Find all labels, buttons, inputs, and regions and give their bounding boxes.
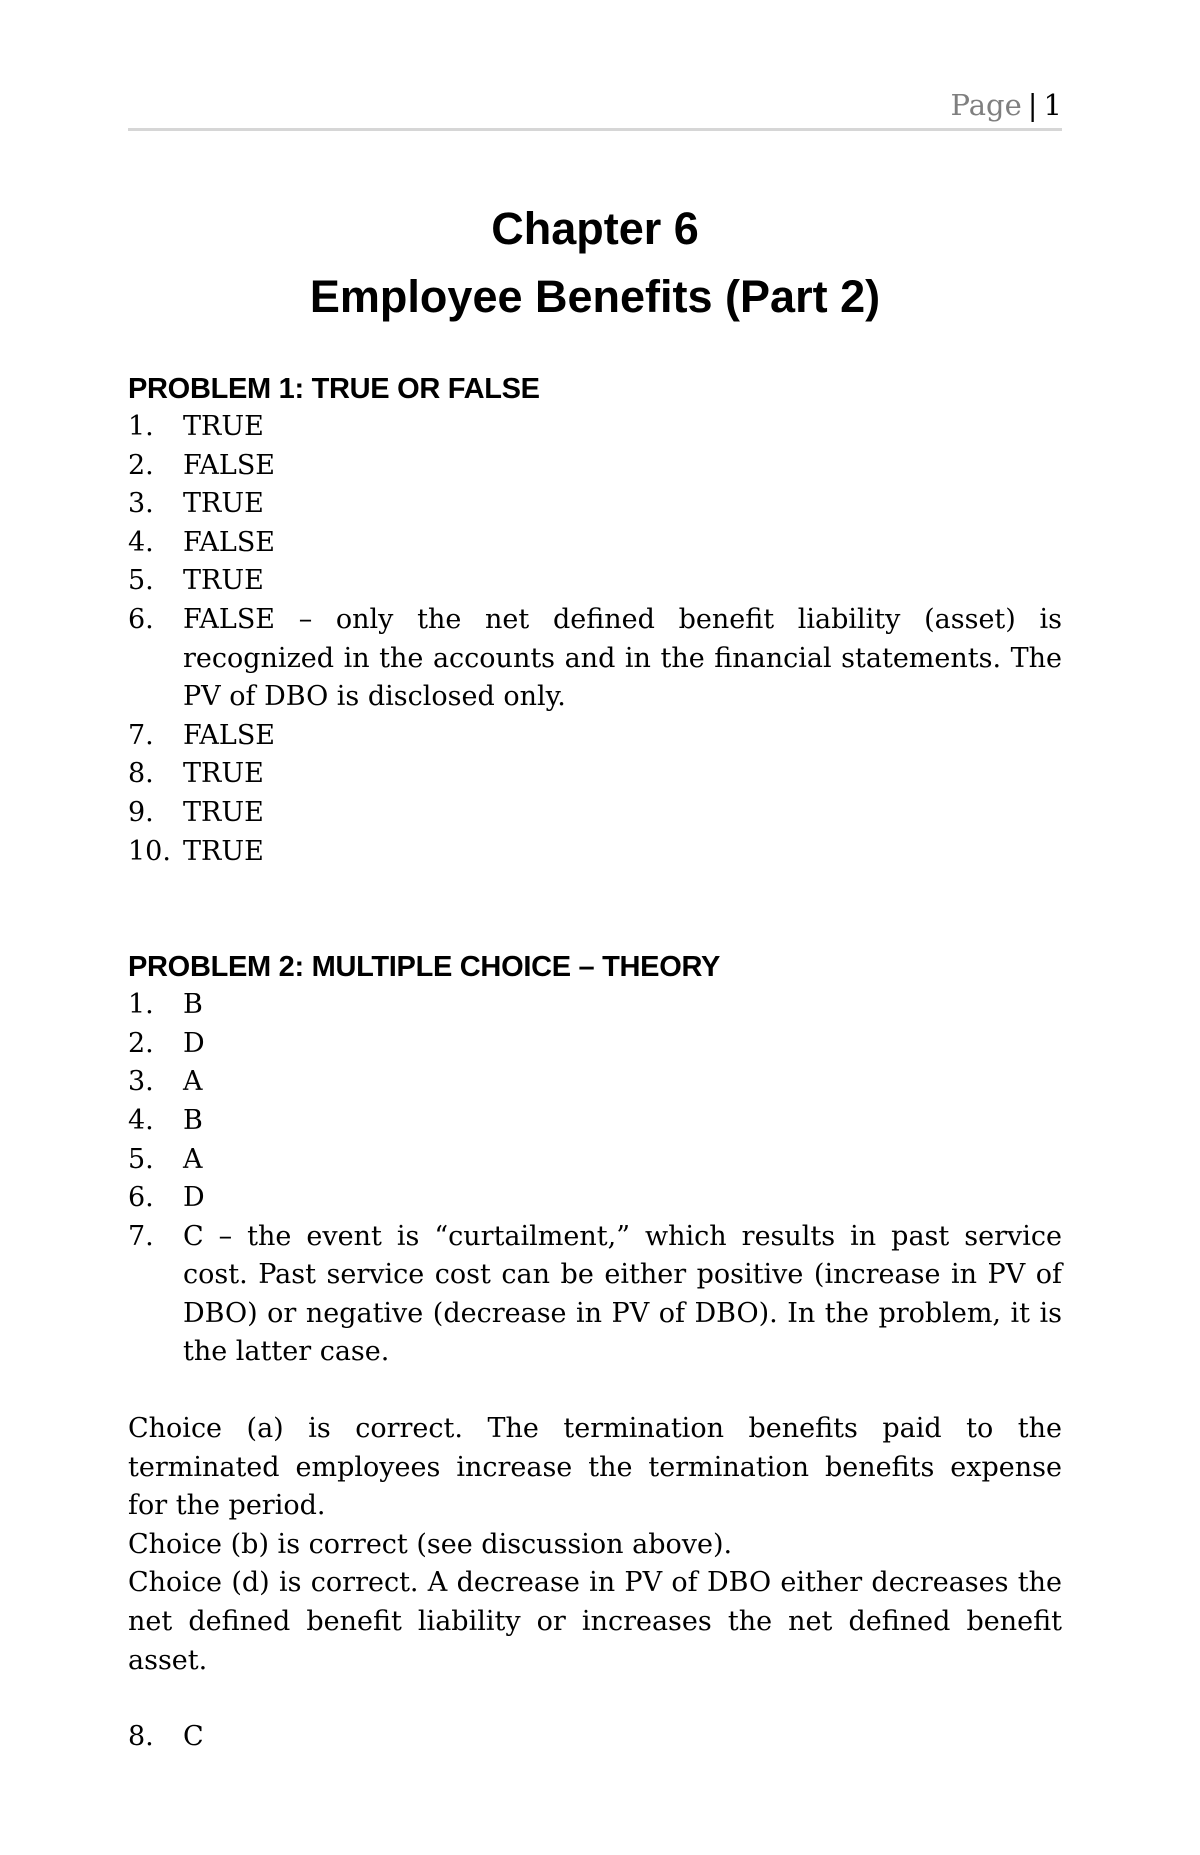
chapter-title-block xyxy=(128,195,1062,331)
list-item xyxy=(128,1218,1062,1372)
page-number: 1 xyxy=(1043,88,1062,122)
item-answer: A xyxy=(183,1066,203,1098)
chapter-title: Employee Benefits (Part 2) xyxy=(309,271,881,322)
item-number: 6. xyxy=(128,603,154,635)
explanation-paragraph: Choice (b) is correct (see discussion above). xyxy=(128,1528,733,1560)
list-item xyxy=(128,1102,1062,1141)
list-item xyxy=(128,1179,1062,1218)
item-answer: TRUE xyxy=(183,835,264,867)
item-answer: TRUE xyxy=(183,758,264,790)
page-header xyxy=(128,88,1062,131)
item-number: 3. xyxy=(128,1066,154,1098)
item-answer: TRUE xyxy=(183,796,264,828)
section-spacer xyxy=(128,871,1062,948)
item-answer: D xyxy=(183,1182,205,1214)
explanation-paragraph: Choice (a) is correct. The termination benefits paid to the terminated employees increase the termination benefits expense for the period. xyxy=(128,1413,1062,1522)
explanation-paragraph: Choice (d) is correct. A decrease in PV of DBO either decreases the net defined benefit liability or increases the net defined benefit asset. xyxy=(128,1567,1062,1676)
item-number: 7. xyxy=(128,1220,154,1252)
item-number: 10. xyxy=(128,835,171,867)
list-item xyxy=(128,1718,1062,1757)
item-answer: C – the event is “curtailment,” which results in past service cost. Past service cost can be either positive (increase in PV of DBO) or negative (decrease in PV of DBO). In the problem, it is the latter case. xyxy=(183,1220,1062,1368)
problem1-heading: PROBLEM 1: TRUE OR FALSE xyxy=(128,373,540,405)
list-item xyxy=(128,755,1062,794)
item-number: 2. xyxy=(128,1027,154,1059)
item-answer: TRUE xyxy=(183,411,264,442)
list-item xyxy=(128,1025,1062,1064)
list-item xyxy=(128,1063,1062,1102)
item-answer: FALSE xyxy=(183,719,276,751)
item-number: 6. xyxy=(128,1182,154,1214)
item-answer: FALSE xyxy=(183,449,276,481)
item-number: 8. xyxy=(128,758,154,790)
item-number: 5. xyxy=(128,565,154,597)
problem2-heading: PROBLEM 2: MULTIPLE CHOICE – THEORY xyxy=(128,951,721,984)
item-number: 4. xyxy=(128,1104,154,1136)
chapter-number: Chapter 6 xyxy=(491,203,699,254)
item-number: 8. xyxy=(128,1721,154,1753)
item-answer: FALSE – only the net defined benefit liability (asset) is recognized in the accounts and in the financial statements. The PV of DBO is disclosed only. xyxy=(183,603,1062,713)
list-item xyxy=(128,447,1062,486)
list-item xyxy=(128,408,1062,447)
page-label: Page xyxy=(950,88,1022,122)
item-answer: A xyxy=(183,1143,203,1175)
item-number: 5. xyxy=(128,1143,154,1175)
item-answer: FALSE xyxy=(183,526,276,558)
item-answer: D xyxy=(183,1027,205,1059)
problem1-answer-list xyxy=(128,408,1062,871)
list-item xyxy=(128,717,1062,756)
item-number: 1. xyxy=(128,411,154,442)
item-answer: TRUE xyxy=(183,565,264,597)
document-content xyxy=(128,370,1062,1757)
item-number: 9. xyxy=(128,796,154,828)
list-item xyxy=(128,794,1062,833)
problem2-answer-list xyxy=(128,986,1062,1372)
item-number: 4. xyxy=(128,526,154,558)
item-number: 7. xyxy=(128,719,154,751)
paragraph-spacer xyxy=(128,1372,1062,1410)
problem2-answer-list-continued xyxy=(128,1718,1062,1757)
page-separator: | xyxy=(1027,88,1038,122)
item-answer: B xyxy=(183,989,203,1021)
list-item xyxy=(128,601,1062,717)
list-item xyxy=(128,485,1062,524)
list-item xyxy=(128,833,1062,872)
list-item xyxy=(128,1141,1062,1180)
list-item xyxy=(128,986,1062,1025)
item-answer: TRUE xyxy=(183,488,264,520)
item-number: 2. xyxy=(128,449,154,481)
item-number: 3. xyxy=(128,488,154,520)
list-item xyxy=(128,562,1062,601)
item-answer: C xyxy=(183,1721,204,1753)
list-item xyxy=(128,524,1062,563)
paragraph-spacer xyxy=(128,1680,1062,1718)
item-answer: B xyxy=(183,1104,203,1136)
item-number: 1. xyxy=(128,989,154,1021)
